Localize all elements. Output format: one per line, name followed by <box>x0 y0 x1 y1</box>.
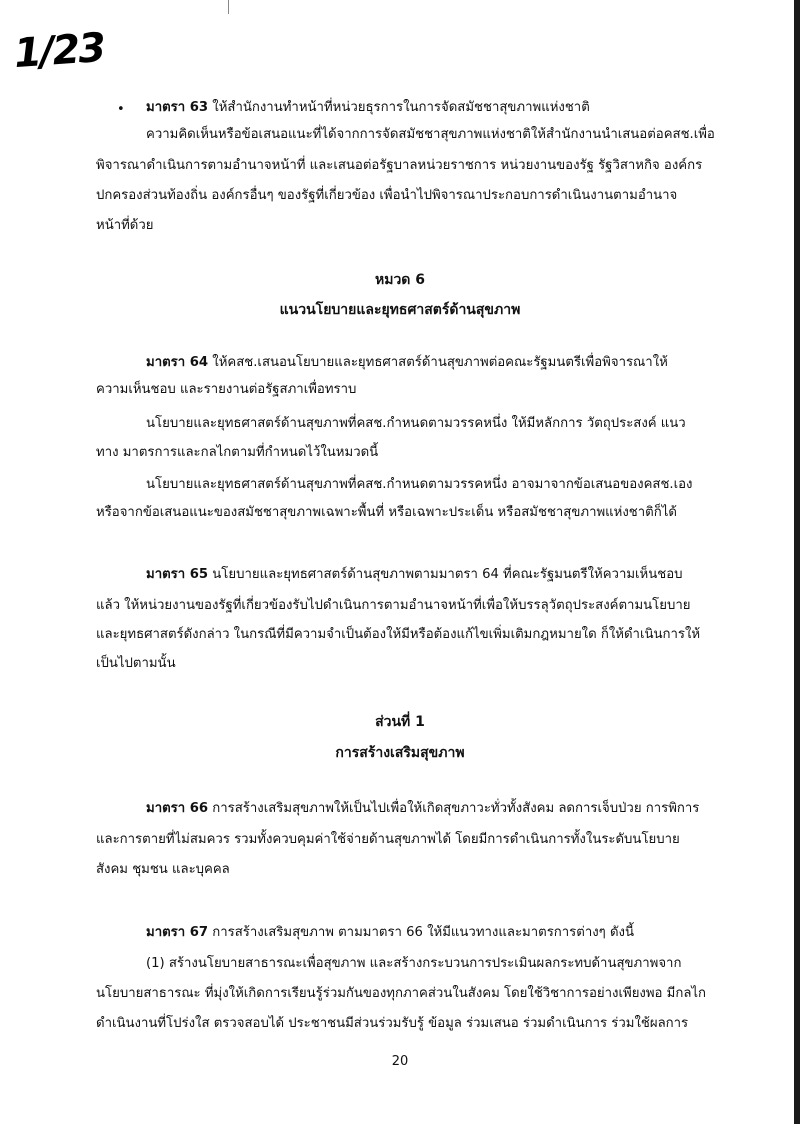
chapter-number: หมวด 6 <box>374 272 426 288</box>
p65-line-1: มาตรา 65 นโยบายและยุทธศาสตร์ด้านสุขภาพตามมาตรา 64 ที่คณะรัฐมนตรีให้ความเห็นชอบ <box>146 567 683 582</box>
section-66-label: มาตรา 66 <box>146 801 209 816</box>
p64-line-6: หรือจากข้อเสนอแนะของสมัชชาสุขภาพเฉพาะพื้นที่ หรือเฉพาะประเด็น หรือสมัชชาสุขภาพแห่งชาติก็ได้ <box>96 505 677 520</box>
p63-line-5: หน้าที่ด้วย <box>96 218 154 233</box>
bullet-mark: • <box>117 102 125 117</box>
section-title: การสร้างเสริมสุขภาพ <box>335 745 465 761</box>
p67-line-2: (1) สร้างนโยบายสาธารณะเพื่อสุขภาพ และสร้างกระบวนการประเมินผลกระทบด้านสุขภาพจาก <box>146 956 682 971</box>
section-63-label: มาตรา 63 <box>146 100 209 115</box>
handwritten-page-mark: 1/23 <box>12 24 106 78</box>
p67-line-4: ดำเนินงานที่โปร่งใส ตรวจสอบได้ ประชาชนมีส่วนร่วมรับรู้ ข้อมูล ร่วมเสนอ ร่วมดำเนินการ ร่วมใช้ผลการ <box>96 1016 689 1031</box>
p63-line-2: ความคิดเห็นหรือข้อเสนอแนะที่ได้จากการจัดสมัชชาสุขภาพแห่งชาติให้สำนักงานนำเสนอต่อคสช.เพื่อ <box>146 127 715 142</box>
p63-line-4: ปกครองส่วนท้องถิ่น องค์กรอื่นๆ ของรัฐที่เกี่ยวข้อง เพื่อนำไปพิจารณาประกอบการดำเนินงานตามอำนาจ <box>96 188 678 203</box>
page-number: 20 <box>391 1054 409 1069</box>
p66-line-3: สังคม ชุมชน และบุคคล <box>96 862 230 877</box>
p67-line-3: นโยบายสาธารณะ ที่มุ่งให้เกิดการเรียนรู้ร่วมกันของทุกภาคส่วนในสังคม โดยใช้วิชาการอย่างเพียงพอ มีกลไก <box>96 986 707 1001</box>
section-64-label: มาตรา 64 <box>146 355 209 370</box>
chapter-title: แนวนโยบายและยุทธศาสตร์ด้านสุขภาพ <box>279 302 521 318</box>
p63-line-3: พิจารณาดำเนินการตามอำนาจหน้าที่ และเสนอต่อรัฐบาลหน่วยราชการ หน่วยงานของรัฐ รัฐวิสาหกิจ องค์กร <box>96 158 703 173</box>
p64-line-3: นโยบายและยุทธศาสตร์ด้านสุขภาพที่คสช.กำหนดตามวรรคหนึ่ง ให้มีหลักการ วัตถุประสงค์ แนว <box>146 416 686 431</box>
scan-edge <box>794 0 800 1124</box>
p64-line-1: มาตรา 64 ให้คสช.เสนอนโยบายและยุทธศาสตร์ด้านสุขภาพต่อคณะรัฐมนตรีเพื่อพิจารณาให้ <box>146 355 668 370</box>
p64-line-4: ทาง มาตรการและกลไกตามที่กำหนดไว้ในหมวดนี้ <box>96 445 379 460</box>
p64-line-2: ความเห็นชอบ และรายงานต่อรัฐสภาเพื่อทราบ <box>96 382 357 397</box>
p65-line-2: แล้ว ให้หน่วยงานของรัฐที่เกี่ยวข้องรับไปดำเนินการตามอำนาจหน้าที่เพื่อให้บรรลุวัตถุประสงค์ตามนโยบาย <box>96 598 691 613</box>
p66-line-1: มาตรา 66 การสร้างเสริมสุขภาพให้เป็นไปเพื่อให้เกิดสุขภาวะทั่วทั้งสังคม ลดการเจ็บป่วย การพิการ <box>146 801 700 816</box>
scan-mark <box>228 0 229 14</box>
section-67-label: มาตรา 67 <box>146 925 209 940</box>
p65-line-3: และยุทธศาสตร์ดังกล่าว ในกรณีที่มีความจำเป็นต้องให้มีหรือต้องแก้ไขเพิ่มเติมกฎหมายใด ก็ให้ดำเนินการให้ <box>96 627 701 642</box>
section-number: ส่วนที่ 1 <box>375 714 425 730</box>
p67-line-1: มาตรา 67 การสร้างเสริมสุขภาพ ตามมาตรา 66 ให้มีแนวทางและมาตรการต่างๆ ดังนี้ <box>146 925 634 940</box>
p66-line-2: และการตายที่ไม่สมควร รวมทั้งควบคุมค่าใช้จ่ายด้านสุขภาพได้ โดยมีการดำเนินการทั้งในระดับนโยบาย <box>96 832 680 847</box>
p64-line-5: นโยบายและยุทธศาสตร์ด้านสุขภาพที่คสช.กำหนดตามวรรคหนึ่ง อาจมาจากข้อเสนอของคสช.เอง <box>146 477 693 492</box>
p63-line-1: มาตรา 63 ให้สำนักงานทำหน้าที่หน่วยธุรการในการจัดสมัชชาสุขภาพแห่งชาติ <box>146 100 590 115</box>
section-65-label: มาตรา 65 <box>146 567 209 582</box>
p65-line-4: เป็นไปตามนั้น <box>96 656 176 671</box>
